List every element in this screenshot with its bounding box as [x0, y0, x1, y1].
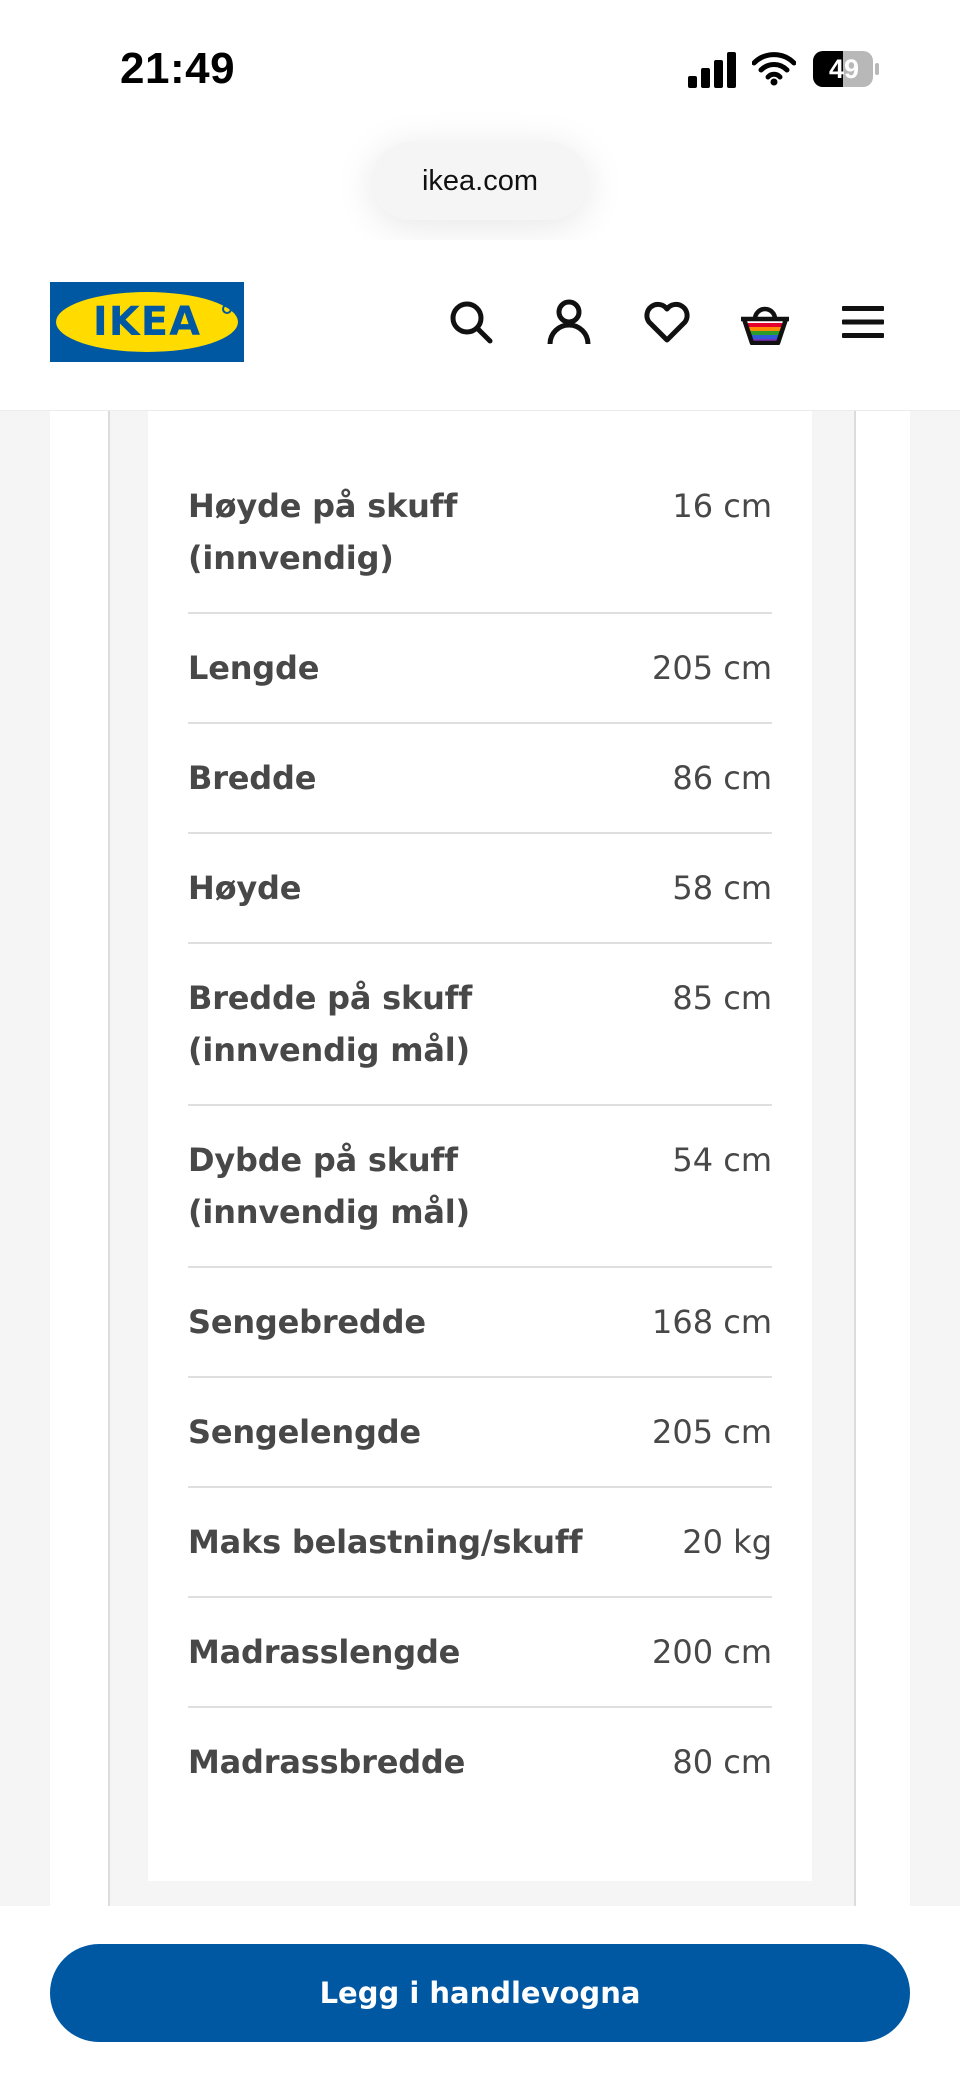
- spec-row: [188, 614, 772, 724]
- status-bar: [0, 0, 960, 140]
- spec-label: Sengebredde: [188, 1303, 426, 1341]
- spec-row: [188, 1268, 772, 1378]
- registered-mark-icon: [222, 304, 232, 314]
- spec-row: [188, 834, 772, 944]
- menu-button[interactable]: [833, 292, 893, 352]
- battery-level: 49: [828, 54, 860, 84]
- logo-text: IKEA: [92, 299, 202, 345]
- spec-row: [188, 452, 772, 614]
- ikea-logo[interactable]: [50, 282, 244, 362]
- spec-label: Høyde på skuff (innvendig): [188, 487, 458, 577]
- spec-value: 16 cm: [672, 487, 772, 525]
- spec-label: Madrassbredde: [188, 1743, 466, 1781]
- url-bar[interactable]: [372, 142, 588, 220]
- spec-row: [188, 1378, 772, 1488]
- search-icon: [448, 299, 494, 345]
- search-button[interactable]: [441, 292, 501, 352]
- add-to-cart-button[interactable]: Legg i handlevogna: [50, 1944, 910, 2042]
- spec-row: [188, 1106, 772, 1268]
- spec-value: 85 cm: [672, 979, 772, 1017]
- spec-row: [188, 1488, 772, 1598]
- spec-label: Dybde på skuff (innvendig mål): [188, 1141, 470, 1231]
- spec-value: 54 cm: [672, 1141, 772, 1179]
- spec-value: 86 cm: [672, 759, 772, 797]
- menu-icon: [842, 305, 884, 339]
- spec-value: 205 cm: [651, 1413, 772, 1451]
- heart-icon: [643, 300, 691, 344]
- spec-value: 20 kg: [682, 1523, 772, 1561]
- measurements-list: [188, 452, 772, 1816]
- favourites-button[interactable]: [637, 292, 697, 352]
- spec-row: [188, 1598, 772, 1708]
- spec-value: 168 cm: [651, 1303, 772, 1341]
- spec-label: Sengelengde: [188, 1413, 421, 1451]
- basket-button[interactable]: [735, 292, 795, 352]
- spec-row: [188, 1708, 772, 1816]
- spec-label: Høyde: [188, 869, 302, 907]
- user-icon: [546, 298, 592, 346]
- spec-label: Bredde på skuff (innvendig mål): [188, 979, 473, 1069]
- spec-row: [188, 944, 772, 1106]
- status-time: 21:49: [120, 44, 236, 93]
- spec-label: Madrasslengde: [188, 1633, 461, 1671]
- wifi-icon: [752, 50, 796, 86]
- signal-icon: [688, 52, 738, 88]
- spec-row: [188, 724, 772, 834]
- spec-label: Bredde: [188, 759, 317, 797]
- url-text: ikea.com: [421, 164, 539, 197]
- site-header: [0, 240, 960, 411]
- spec-value: 200 cm: [651, 1633, 772, 1671]
- spec-value: 58 cm: [672, 869, 772, 907]
- account-button[interactable]: [539, 292, 599, 352]
- spec-label: Lengde: [188, 649, 320, 687]
- basket-icon: [739, 299, 791, 345]
- spec-label: Maks belastning/skuff: [188, 1523, 583, 1561]
- spec-value: 205 cm: [651, 649, 772, 687]
- spec-value: 80 cm: [672, 1743, 772, 1781]
